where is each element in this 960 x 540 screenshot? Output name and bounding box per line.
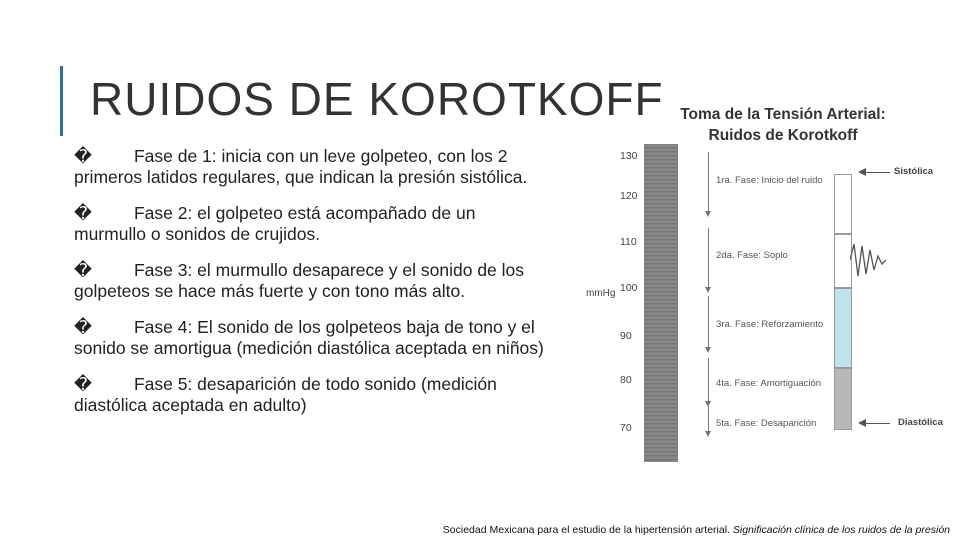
bullet-phase-2 bbox=[74, 203, 544, 244]
phase-label-1: 1ra. Fase: Inicio del ruido bbox=[716, 175, 823, 186]
figure-title-line-1: Toma de la Tensión Arterial: bbox=[680, 106, 886, 123]
phase-label-4: 4ta. Fase: Amortiguación bbox=[716, 378, 822, 389]
phase-column-3 bbox=[834, 288, 852, 368]
citation-source: Sociedad Mexicana para el estudio de la hipertensión arterial. bbox=[442, 524, 733, 536]
scale-tick: 90 bbox=[620, 330, 632, 342]
bullet-phase-5 bbox=[74, 374, 544, 415]
diastolic-marker-arrow-icon bbox=[860, 423, 890, 424]
unit-label: mmHg bbox=[586, 288, 616, 299]
pressure-scale-bar bbox=[644, 144, 678, 462]
arrow-down-icon bbox=[708, 406, 709, 432]
arrow-down-icon bbox=[708, 228, 709, 288]
arrow-down-icon bbox=[708, 358, 709, 402]
bullet-phase-3 bbox=[74, 260, 544, 301]
bullet-text: Fase 5: desaparición de todo sonido (medición diastólica aceptada en adulto) bbox=[74, 374, 497, 415]
title-accent-bar bbox=[60, 66, 63, 136]
scale-tick: 110 bbox=[620, 236, 637, 248]
korotkoff-figure bbox=[580, 100, 960, 480]
bullet-box-icon: � bbox=[74, 204, 92, 224]
bullet-box-icon: � bbox=[74, 318, 92, 338]
scale-tick: 120 bbox=[620, 190, 638, 202]
citation-title: Significación clínica de los ruidos de la presión bbox=[732, 524, 950, 536]
bullet-box-icon: � bbox=[74, 375, 92, 395]
systolic-marker-arrow-icon bbox=[860, 172, 890, 173]
slide-title: RUIDOS DE KOROTKOFF bbox=[90, 73, 664, 125]
phase-label-5: 5ta. Fase: Desaparición bbox=[716, 418, 817, 429]
arrow-down-icon bbox=[708, 152, 709, 212]
bullet-text: Fase de 1: inicia con un leve golpeteo, con los 2 primeros latidos regulares, que indican la presión sistólica. bbox=[74, 146, 528, 187]
figure-title bbox=[668, 104, 898, 146]
scale-tick: 130 bbox=[620, 150, 638, 162]
bullet-text: Fase 3: el murmullo desaparece y el sonido de los golpeteos se hace más fuerte y con tono más alto. bbox=[74, 260, 525, 301]
scale-tick: 70 bbox=[620, 422, 632, 434]
phase-column-1 bbox=[834, 174, 852, 234]
bullet-text: Fase 2: el golpeteo está acompañado de un murmullo o sonidos de crujidos. bbox=[74, 203, 476, 244]
phase-label-2: 2da. Fase: Soplo bbox=[716, 250, 788, 261]
bullet-phase-1 bbox=[74, 146, 544, 187]
citation bbox=[443, 524, 950, 536]
scale-tick: 80 bbox=[620, 374, 632, 386]
phase-column-4 bbox=[834, 368, 852, 430]
bullet-text: Fase 4: El sonido de los golpeteos baja de tono y el sonido se amortigua (medición diastólica aceptada en niños) bbox=[74, 317, 544, 358]
arrow-down-icon bbox=[708, 296, 709, 348]
bullet-box-icon: � bbox=[74, 147, 92, 167]
bullet-list bbox=[74, 146, 544, 431]
bullet-phase-4 bbox=[74, 317, 544, 358]
figure-title-line-2: Ruidos de Korotkoff bbox=[708, 127, 858, 144]
phase-label-3: 3ra. Fase: Reforzamiento bbox=[716, 319, 824, 330]
diastolic-label: Diastólica bbox=[898, 417, 943, 428]
scale-tick: 100 bbox=[620, 282, 638, 294]
systolic-label: Sistólica bbox=[894, 166, 934, 177]
bullet-box-icon: � bbox=[74, 261, 92, 281]
murmur-wave-icon bbox=[850, 238, 890, 282]
